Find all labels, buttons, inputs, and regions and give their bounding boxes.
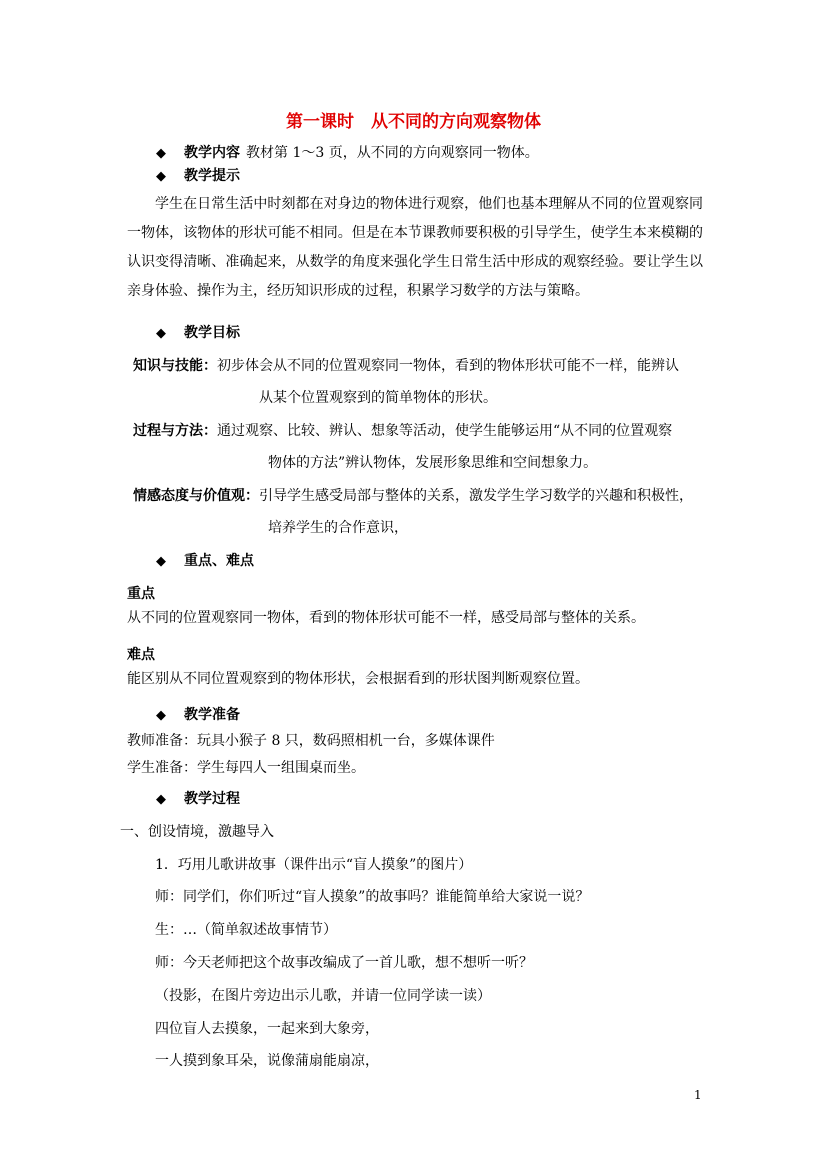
difficult-point-label: 难点 [127,647,155,663]
key-point-label: 重点 [127,586,155,602]
teaching-content-line [156,143,539,164]
student-prep: 学生准备：学生每四人一组围桌而坐。 [127,760,365,776]
bullet-diamond-icon: ◆ [156,146,166,161]
process-line: 师：今天老师把这个故事改编成了一首儿歌，想不想听一听？ [155,955,533,971]
process-section-title: 一、创设情境，激趣导入 [120,824,274,840]
bullet-diamond-icon: ◆ [156,326,166,341]
goal-knowledge [133,356,679,376]
bullet-diamond-icon: ◆ [156,708,166,723]
teaching-hint-paragraph: 学生在日常生活中时刻都在对身边的物体进行观察，他们也基本理解从不同的位置观察同一物体，该物体的形状可能不相同。但是在本节课教师要积极的引导学生，使学生本来模糊的认识变得清晰、准确起来，从数学的角度来强化学生日常生活中形成的观察经验。要让学生以亲身体验、操作为主，经历知识形成的过程，积累学习数学的方法与策略。 [127,196,703,299]
process-line: 师：同学们，你们听过“盲人摸象”的故事吗？谁能简单给大家说一说？ [155,889,590,905]
goal-process-text: 通过观察、比较、辨认、想象等活动，使学生能够运用“从不同的位置观察 [217,423,673,439]
teaching-hint-label: 教学提示 [184,168,240,184]
goal-process [133,421,672,441]
teaching-prep-heading [156,705,240,726]
bullet-diamond-icon: ◆ [156,554,166,569]
key-point-text: 从不同的位置观察同一物体，看到的物体形状可能不一样，感受局部与整体的关系。 [127,610,645,626]
goal-knowledge-label: 知识与技能： [133,358,217,374]
goal-attitude-line2: 培养学生的合作意识， [268,520,408,536]
teaching-content-text: 教材第 1～3 页，从不同的方向观察同一物体。 [246,145,539,161]
teaching-goals-heading [156,323,240,344]
teaching-process-label: 教学过程 [184,791,240,807]
key-difficult-heading [156,551,254,572]
process-line: 一人摸到象耳朵，说像蒲扇能扇凉， [155,1053,379,1069]
page-title: 第一课时 从不同的方向观察物体 [286,112,541,132]
key-difficult-label: 重点、难点 [184,553,254,569]
goal-attitude [133,486,693,506]
process-line: 生：…（简单叙述故事情节） [155,922,337,938]
difficult-point-text: 能区别从不同位置观察到的物体形状，会根据看到的形状图判断观察位置。 [127,671,589,687]
process-line: （投影，在图片旁边出示儿歌，并请一位同学读一读） [155,988,491,1004]
teaching-process-heading [156,789,240,810]
goal-process-line2: 物体的方法”辨认物体，发展形象思维和空间想象力。 [268,455,598,471]
page-number: 1 [694,1088,702,1102]
bullet-diamond-icon: ◆ [156,169,166,184]
process-line: 1．巧用儿歌讲故事（课件出示“盲人摸象”的图片） [155,857,473,873]
goal-knowledge-line2: 从某个位置观察到的简单物体的形状。 [259,390,497,406]
teaching-content-label: 教学内容 [184,145,240,161]
goal-attitude-text: 引导学生感受局部与整体的关系，激发学生学习数学的兴趣和积极性， [259,488,693,504]
bullet-diamond-icon: ◆ [156,792,166,807]
teaching-prep-label: 教学准备 [184,707,240,723]
teacher-prep: 教师准备：玩具小猴子 8 只，数码照相机一台，多媒体课件 [127,733,495,749]
process-line: 四位盲人去摸象，一起来到大象旁， [155,1021,379,1037]
goal-attitude-label: 情感态度与价值观： [133,488,259,504]
goal-knowledge-text: 初步体会从不同的位置观察同一物体，看到的物体形状可能不一样，能辨认 [217,358,679,374]
goal-process-label: 过程与方法： [133,423,217,439]
teaching-goals-label: 教学目标 [184,325,240,341]
teaching-hint-heading [156,166,240,187]
